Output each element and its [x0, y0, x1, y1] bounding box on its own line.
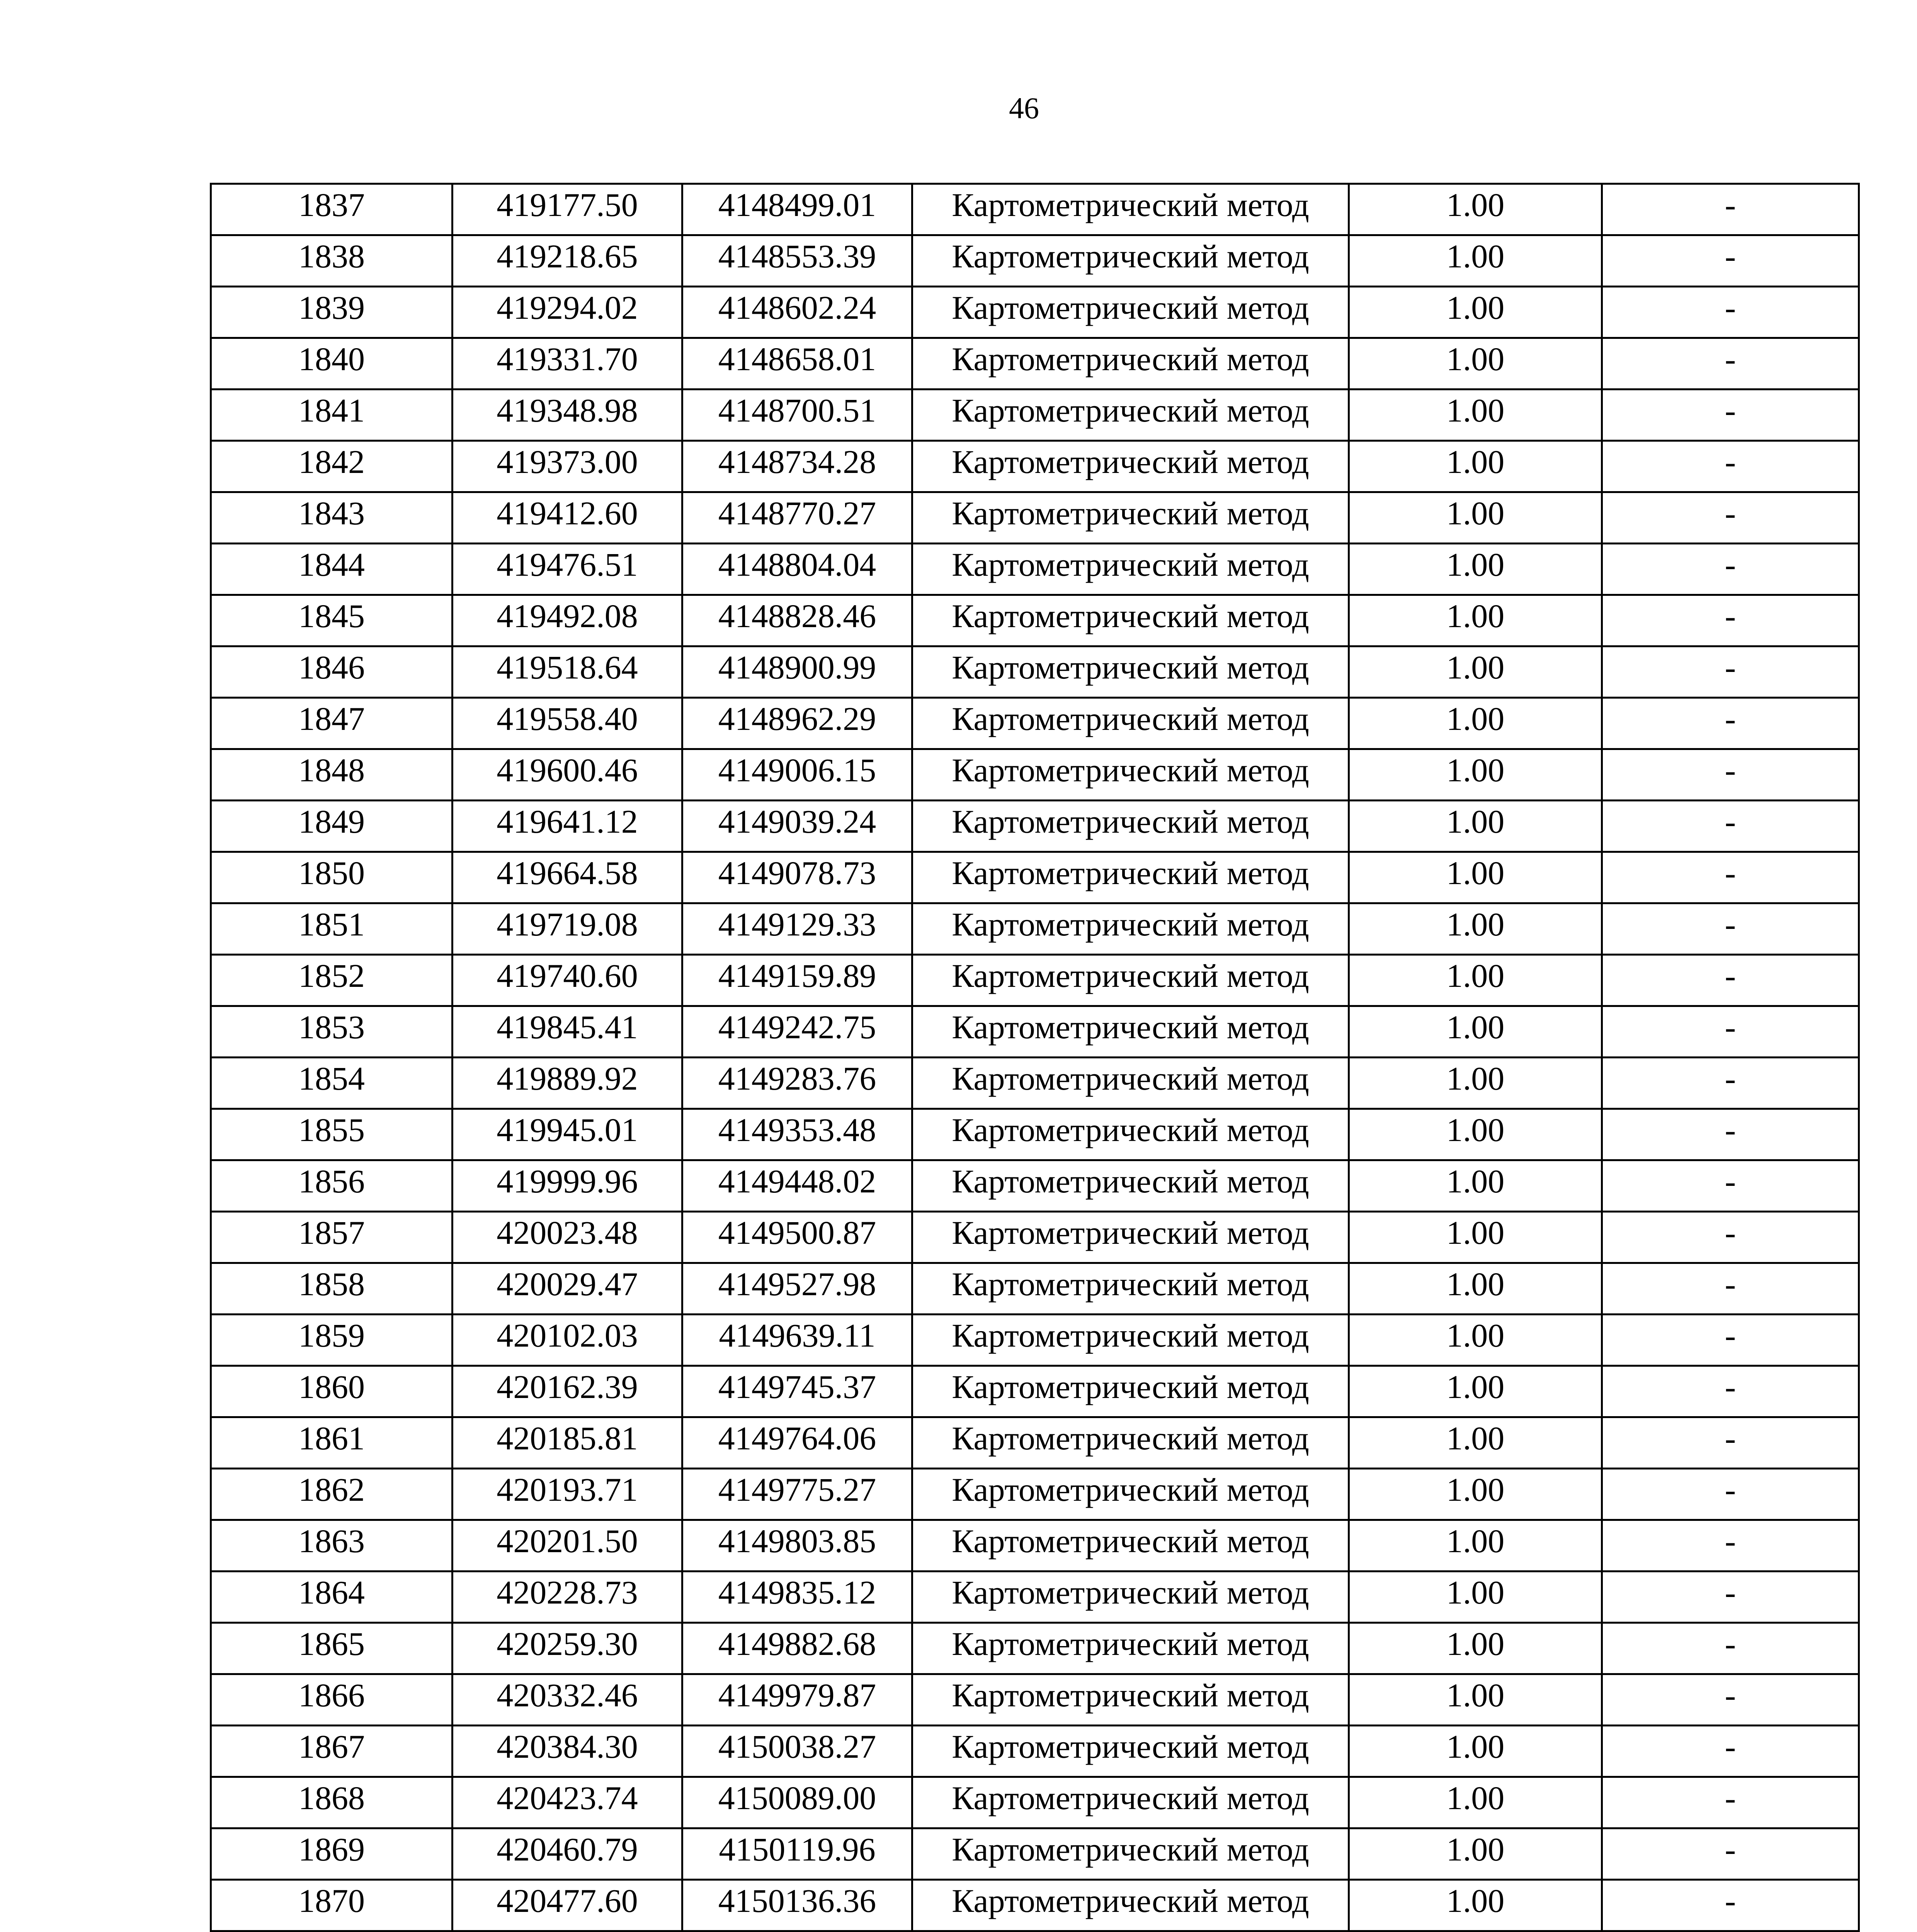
- method-cell: Картометрический метод: [912, 698, 1349, 749]
- note-cell: -: [1602, 441, 1859, 492]
- table-row: [211, 1417, 1859, 1469]
- note-cell: -: [1602, 1828, 1859, 1880]
- point-number-cell: 1853: [211, 1006, 452, 1058]
- point-number-cell: 1846: [211, 646, 452, 698]
- note-cell: -: [1602, 492, 1859, 544]
- method-cell: Картометрический метод: [912, 1006, 1349, 1058]
- x-coordinate-cell: 419218.65: [452, 235, 682, 287]
- method-cell: Картометрический метод: [912, 389, 1349, 441]
- table-row: [211, 1263, 1859, 1315]
- note-cell: -: [1602, 1006, 1859, 1058]
- y-coordinate-cell: 4150119.96: [682, 1828, 912, 1880]
- table-row: [211, 595, 1859, 646]
- accuracy-cell: 1.00: [1349, 1263, 1602, 1315]
- accuracy-cell: 1.00: [1349, 1828, 1602, 1880]
- point-number-cell: 1863: [211, 1520, 452, 1571]
- table-row: [211, 338, 1859, 389]
- x-coordinate-cell: 419331.70: [452, 338, 682, 389]
- accuracy-cell: 1.00: [1349, 1726, 1602, 1777]
- note-cell: -: [1602, 389, 1859, 441]
- method-cell: Картометрический метод: [912, 955, 1349, 1006]
- method-cell: Картометрический метод: [912, 1623, 1349, 1674]
- method-cell: Картометрический метод: [912, 1109, 1349, 1160]
- method-cell: Картометрический метод: [912, 749, 1349, 801]
- x-coordinate-cell: 420423.74: [452, 1777, 682, 1828]
- accuracy-cell: 1.00: [1349, 1674, 1602, 1726]
- accuracy-cell: 1.00: [1349, 801, 1602, 852]
- method-cell: Картометрический метод: [912, 287, 1349, 338]
- note-cell: -: [1602, 1058, 1859, 1109]
- y-coordinate-cell: 4149039.24: [682, 801, 912, 852]
- note-cell: -: [1602, 1726, 1859, 1777]
- x-coordinate-cell: 419664.58: [452, 852, 682, 903]
- table-body: [211, 184, 1859, 1932]
- table-row: [211, 955, 1859, 1006]
- y-coordinate-cell: 4148700.51: [682, 389, 912, 441]
- accuracy-cell: 1.00: [1349, 441, 1602, 492]
- accuracy-cell: 1.00: [1349, 955, 1602, 1006]
- point-number-cell: 1841: [211, 389, 452, 441]
- y-coordinate-cell: 4148900.99: [682, 646, 912, 698]
- method-cell: Картометрический метод: [912, 595, 1349, 646]
- table-row: [211, 1160, 1859, 1212]
- point-number-cell: 1844: [211, 544, 452, 595]
- note-cell: -: [1602, 1623, 1859, 1674]
- accuracy-cell: 1.00: [1349, 903, 1602, 955]
- y-coordinate-cell: 4150038.27: [682, 1726, 912, 1777]
- point-number-cell: 1838: [211, 235, 452, 287]
- point-number-cell: 1855: [211, 1109, 452, 1160]
- table-row: [211, 1828, 1859, 1880]
- method-cell: Картометрический метод: [912, 544, 1349, 595]
- x-coordinate-cell: 419294.02: [452, 287, 682, 338]
- x-coordinate-cell: 419845.41: [452, 1006, 682, 1058]
- table-row: [211, 441, 1859, 492]
- note-cell: -: [1602, 903, 1859, 955]
- method-cell: Картометрический метод: [912, 1417, 1349, 1469]
- method-cell: Картометрический метод: [912, 1058, 1349, 1109]
- x-coordinate-cell: 419945.01: [452, 1109, 682, 1160]
- y-coordinate-cell: 4149448.02: [682, 1160, 912, 1212]
- y-coordinate-cell: 4149006.15: [682, 749, 912, 801]
- note-cell: -: [1602, 1366, 1859, 1417]
- note-cell: -: [1602, 1212, 1859, 1263]
- y-coordinate-cell: 4148962.29: [682, 698, 912, 749]
- table-row: [211, 1058, 1859, 1109]
- accuracy-cell: 1.00: [1349, 1571, 1602, 1623]
- method-cell: Картометрический метод: [912, 1366, 1349, 1417]
- note-cell: -: [1602, 338, 1859, 389]
- method-cell: Картометрический метод: [912, 441, 1349, 492]
- method-cell: Картометрический метод: [912, 235, 1349, 287]
- y-coordinate-cell: 4149745.37: [682, 1366, 912, 1417]
- point-number-cell: 1845: [211, 595, 452, 646]
- table-row: [211, 646, 1859, 698]
- note-cell: -: [1602, 1674, 1859, 1726]
- table-row: [211, 287, 1859, 338]
- note-cell: -: [1602, 1469, 1859, 1520]
- table-row: [211, 801, 1859, 852]
- x-coordinate-cell: 419558.40: [452, 698, 682, 749]
- accuracy-cell: 1.00: [1349, 287, 1602, 338]
- point-number-cell: 1847: [211, 698, 452, 749]
- y-coordinate-cell: 4149500.87: [682, 1212, 912, 1263]
- accuracy-cell: 1.00: [1349, 1058, 1602, 1109]
- note-cell: -: [1602, 801, 1859, 852]
- point-number-cell: 1866: [211, 1674, 452, 1726]
- accuracy-cell: 1.00: [1349, 389, 1602, 441]
- accuracy-cell: 1.00: [1349, 235, 1602, 287]
- table-row: [211, 1623, 1859, 1674]
- accuracy-cell: 1.00: [1349, 646, 1602, 698]
- table-row: [211, 235, 1859, 287]
- x-coordinate-cell: 420259.30: [452, 1623, 682, 1674]
- note-cell: -: [1602, 235, 1859, 287]
- note-cell: -: [1602, 1263, 1859, 1315]
- x-coordinate-cell: 420201.50: [452, 1520, 682, 1571]
- point-number-cell: 1867: [211, 1726, 452, 1777]
- y-coordinate-cell: 4149283.76: [682, 1058, 912, 1109]
- note-cell: -: [1602, 1777, 1859, 1828]
- table-row: [211, 1674, 1859, 1726]
- accuracy-cell: 1.00: [1349, 1777, 1602, 1828]
- accuracy-cell: 1.00: [1349, 1006, 1602, 1058]
- note-cell: -: [1602, 1520, 1859, 1571]
- note-cell: -: [1602, 646, 1859, 698]
- point-number-cell: 1851: [211, 903, 452, 955]
- table-row: [211, 1777, 1859, 1828]
- x-coordinate-cell: 420384.30: [452, 1726, 682, 1777]
- y-coordinate-cell: 4149775.27: [682, 1469, 912, 1520]
- x-coordinate-cell: 419492.08: [452, 595, 682, 646]
- x-coordinate-cell: 419740.60: [452, 955, 682, 1006]
- point-number-cell: 1854: [211, 1058, 452, 1109]
- accuracy-cell: 1.00: [1349, 492, 1602, 544]
- accuracy-cell: 1.00: [1349, 1109, 1602, 1160]
- point-number-cell: 1864: [211, 1571, 452, 1623]
- x-coordinate-cell: 420332.46: [452, 1674, 682, 1726]
- accuracy-cell: 1.00: [1349, 1520, 1602, 1571]
- y-coordinate-cell: 4148828.46: [682, 595, 912, 646]
- x-coordinate-cell: 420460.79: [452, 1828, 682, 1880]
- method-cell: Картометрический метод: [912, 1160, 1349, 1212]
- y-coordinate-cell: 4148553.39: [682, 235, 912, 287]
- x-coordinate-cell: 419373.00: [452, 441, 682, 492]
- table-row: [211, 544, 1859, 595]
- y-coordinate-cell: 4148658.01: [682, 338, 912, 389]
- y-coordinate-cell: 4149803.85: [682, 1520, 912, 1571]
- point-number-cell: 1843: [211, 492, 452, 544]
- note-cell: -: [1602, 184, 1859, 235]
- point-number-cell: 1837: [211, 184, 452, 235]
- x-coordinate-cell: 420102.03: [452, 1315, 682, 1366]
- note-cell: -: [1602, 1417, 1859, 1469]
- point-number-cell: 1869: [211, 1828, 452, 1880]
- method-cell: Картометрический метод: [912, 1263, 1349, 1315]
- table-row: [211, 1212, 1859, 1263]
- note-cell: -: [1602, 1880, 1859, 1931]
- point-number-cell: 1842: [211, 441, 452, 492]
- table-row: [211, 1315, 1859, 1366]
- y-coordinate-cell: 4148804.04: [682, 544, 912, 595]
- method-cell: Картометрический метод: [912, 1828, 1349, 1880]
- x-coordinate-cell: 420228.73: [452, 1571, 682, 1623]
- accuracy-cell: 1.00: [1349, 338, 1602, 389]
- x-coordinate-cell: 420193.71: [452, 1469, 682, 1520]
- x-coordinate-cell: 419518.64: [452, 646, 682, 698]
- point-number-cell: 1861: [211, 1417, 452, 1469]
- table-row: [211, 698, 1859, 749]
- y-coordinate-cell: 4149835.12: [682, 1571, 912, 1623]
- accuracy-cell: 1.00: [1349, 544, 1602, 595]
- x-coordinate-cell: 419348.98: [452, 389, 682, 441]
- point-number-cell: 1852: [211, 955, 452, 1006]
- y-coordinate-cell: 4149078.73: [682, 852, 912, 903]
- method-cell: Картометрический метод: [912, 1212, 1349, 1263]
- table-row: [211, 1571, 1859, 1623]
- y-coordinate-cell: 4148499.01: [682, 184, 912, 235]
- y-coordinate-cell: 4149764.06: [682, 1417, 912, 1469]
- x-coordinate-cell: 420185.81: [452, 1417, 682, 1469]
- x-coordinate-cell: 419641.12: [452, 801, 682, 852]
- y-coordinate-cell: 4149129.33: [682, 903, 912, 955]
- x-coordinate-cell: 419999.96: [452, 1160, 682, 1212]
- note-cell: -: [1602, 1315, 1859, 1366]
- note-cell: -: [1602, 955, 1859, 1006]
- y-coordinate-cell: 4149527.98: [682, 1263, 912, 1315]
- method-cell: Картометрический метод: [912, 492, 1349, 544]
- note-cell: -: [1602, 749, 1859, 801]
- accuracy-cell: 1.00: [1349, 1315, 1602, 1366]
- point-number-cell: 1868: [211, 1777, 452, 1828]
- y-coordinate-cell: 4149353.48: [682, 1109, 912, 1160]
- table-row: [211, 749, 1859, 801]
- accuracy-cell: 1.00: [1349, 1212, 1602, 1263]
- method-cell: Картометрический метод: [912, 1520, 1349, 1571]
- method-cell: Картометрический метод: [912, 801, 1349, 852]
- note-cell: -: [1602, 595, 1859, 646]
- accuracy-cell: 1.00: [1349, 184, 1602, 235]
- x-coordinate-cell: 420023.48: [452, 1212, 682, 1263]
- point-number-cell: 1865: [211, 1623, 452, 1674]
- y-coordinate-cell: 4149159.89: [682, 955, 912, 1006]
- accuracy-cell: 1.00: [1349, 595, 1602, 646]
- point-number-cell: 1857: [211, 1212, 452, 1263]
- y-coordinate-cell: 4149882.68: [682, 1623, 912, 1674]
- accuracy-cell: 1.00: [1349, 1623, 1602, 1674]
- table-row: [211, 1726, 1859, 1777]
- y-coordinate-cell: 4150136.36: [682, 1880, 912, 1931]
- x-coordinate-cell: 420477.60: [452, 1880, 682, 1931]
- x-coordinate-cell: 419412.60: [452, 492, 682, 544]
- x-coordinate-cell: 420162.39: [452, 1366, 682, 1417]
- method-cell: Картометрический метод: [912, 1674, 1349, 1726]
- note-cell: -: [1602, 544, 1859, 595]
- table-row: [211, 1366, 1859, 1417]
- method-cell: Картометрический метод: [912, 1469, 1349, 1520]
- accuracy-cell: 1.00: [1349, 852, 1602, 903]
- x-coordinate-cell: 419719.08: [452, 903, 682, 955]
- y-coordinate-cell: 4149639.11: [682, 1315, 912, 1366]
- table-row: [211, 1520, 1859, 1571]
- point-number-cell: 1840: [211, 338, 452, 389]
- note-cell: -: [1602, 1160, 1859, 1212]
- point-number-cell: 1848: [211, 749, 452, 801]
- accuracy-cell: 1.00: [1349, 1880, 1602, 1931]
- x-coordinate-cell: 419476.51: [452, 544, 682, 595]
- table-row: [211, 184, 1859, 235]
- note-cell: -: [1602, 1571, 1859, 1623]
- point-number-cell: 1849: [211, 801, 452, 852]
- point-number-cell: 1870: [211, 1880, 452, 1931]
- x-coordinate-cell: 419889.92: [452, 1058, 682, 1109]
- table-row: [211, 1006, 1859, 1058]
- accuracy-cell: 1.00: [1349, 749, 1602, 801]
- method-cell: Картометрический метод: [912, 1315, 1349, 1366]
- table-row: [211, 1880, 1859, 1931]
- method-cell: Картометрический метод: [912, 1571, 1349, 1623]
- y-coordinate-cell: 4149979.87: [682, 1674, 912, 1726]
- method-cell: Картометрический метод: [912, 1726, 1349, 1777]
- x-coordinate-cell: 419177.50: [452, 184, 682, 235]
- coordinates-table: [210, 183, 1860, 1932]
- accuracy-cell: 1.00: [1349, 1417, 1602, 1469]
- method-cell: Картометрический метод: [912, 903, 1349, 955]
- note-cell: -: [1602, 698, 1859, 749]
- note-cell: -: [1602, 287, 1859, 338]
- point-number-cell: 1862: [211, 1469, 452, 1520]
- point-number-cell: 1860: [211, 1366, 452, 1417]
- table-row: [211, 1469, 1859, 1520]
- method-cell: Картометрический метод: [912, 1880, 1349, 1931]
- table-row: [211, 1109, 1859, 1160]
- note-cell: -: [1602, 852, 1859, 903]
- point-number-cell: 1839: [211, 287, 452, 338]
- method-cell: Картометрический метод: [912, 338, 1349, 389]
- x-coordinate-cell: 420029.47: [452, 1263, 682, 1315]
- y-coordinate-cell: 4150089.00: [682, 1777, 912, 1828]
- page-number: 46: [1009, 91, 1039, 125]
- point-number-cell: 1850: [211, 852, 452, 903]
- table-row: [211, 492, 1859, 544]
- x-coordinate-cell: 419600.46: [452, 749, 682, 801]
- y-coordinate-cell: 4148734.28: [682, 441, 912, 492]
- accuracy-cell: 1.00: [1349, 1160, 1602, 1212]
- accuracy-cell: 1.00: [1349, 1366, 1602, 1417]
- table-row: [211, 903, 1859, 955]
- point-number-cell: 1859: [211, 1315, 452, 1366]
- method-cell: Картометрический метод: [912, 1777, 1349, 1828]
- accuracy-cell: 1.00: [1349, 698, 1602, 749]
- point-number-cell: 1856: [211, 1160, 452, 1212]
- note-cell: -: [1602, 1109, 1859, 1160]
- method-cell: Картометрический метод: [912, 184, 1349, 235]
- accuracy-cell: 1.00: [1349, 1469, 1602, 1520]
- y-coordinate-cell: 4148770.27: [682, 492, 912, 544]
- point-number-cell: 1858: [211, 1263, 452, 1315]
- y-coordinate-cell: 4149242.75: [682, 1006, 912, 1058]
- method-cell: Картометрический метод: [912, 646, 1349, 698]
- table-row: [211, 389, 1859, 441]
- method-cell: Картометрический метод: [912, 852, 1349, 903]
- table-row: [211, 852, 1859, 903]
- y-coordinate-cell: 4148602.24: [682, 287, 912, 338]
